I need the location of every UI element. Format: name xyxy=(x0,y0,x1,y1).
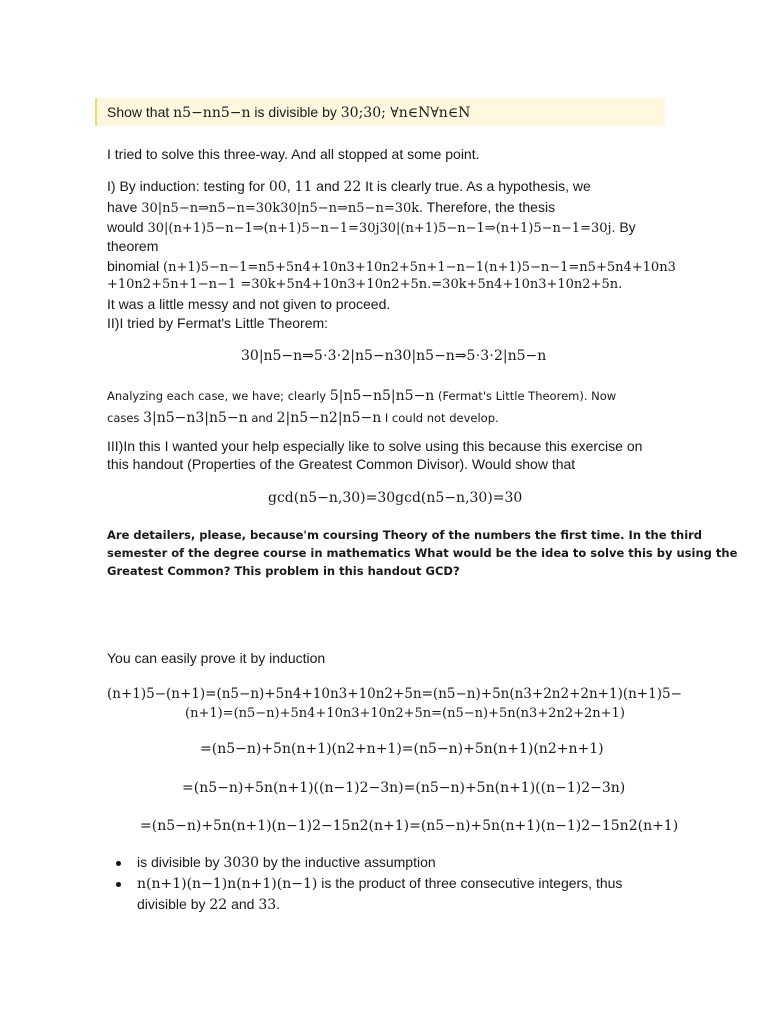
math-span: n(n+1)(n−1)n(n+1)(n−1) xyxy=(137,876,318,892)
part1-line6: +10n2+5n+1−n−1 =30k+5n4+10n3+10n2+5n.=30k+5n4+10n3+10n2+5n. xyxy=(107,277,623,292)
math-span: 11 xyxy=(294,179,313,195)
text-span: It is clearly true. As a hypothesis, we xyxy=(361,178,591,194)
part1-line4: theorem xyxy=(107,238,159,254)
part3-bold-line3: Greatest Common? This problem in this handout GCD? xyxy=(107,564,460,578)
text-span: Analyzing each case, we have; clearly xyxy=(107,389,330,403)
intro-text: I tried to solve this three-way. And all stopped at some point. xyxy=(107,146,480,162)
question-middle: is divisible by xyxy=(250,104,341,120)
text-span: and xyxy=(247,411,277,425)
part2-analysis-line2 xyxy=(107,410,499,426)
answer-equation-1a: (n+1)5−(n+1)=(n5−n)+5n4+10n3+10n2+5n=(n5−n)+5n(n3+2n2+2n+1)(n+1)5− xyxy=(107,686,682,702)
answer-intro: You can easily prove it by induction xyxy=(107,650,326,666)
text-span: . By xyxy=(611,219,636,235)
part1-line8: II)I tried by Fermat's Little Theorem: xyxy=(107,315,329,331)
answer-equation-4: =(n5−n)+5n(n+1)(n−1)2−15n2(n+1)=(n5−n)+5n(n+1)(n−1)2−15n2(n+1) xyxy=(140,818,679,834)
bullet-item-2 xyxy=(137,875,622,892)
question-expression: n5−nn5−n xyxy=(173,105,251,121)
text-span: , xyxy=(286,178,295,194)
part2-analysis-line1 xyxy=(107,388,616,404)
math-span: (n+1)5−n−1=n5+5n4+10n3+10n2+5n+1−n−1(n+1)5−n−1=n5+5n4+10n3 xyxy=(163,260,676,275)
answer-equation-3: =(n5−n)+5n(n+1)((n−1)2−3n)=(n5−n)+5n(n+1)((n−1)2−3n) xyxy=(182,780,626,796)
math-span: 00 xyxy=(268,179,287,195)
part1-line1 xyxy=(107,178,591,195)
math-span: 33 xyxy=(258,897,277,913)
math-span: 22 xyxy=(343,179,362,195)
answer-equation-1b: (n+1)=(n5−n)+5n4+10n3+10n2+5n=(n5−n)+5n(n3+2n2+2n+1) xyxy=(185,706,625,721)
text-span: . Therefore, the thesis xyxy=(419,199,556,215)
math-span: 22 xyxy=(209,897,228,913)
math-span: 3030 xyxy=(223,855,260,871)
part3-line1: III)In this I wanted your help especially like to solve using this because this exercise on xyxy=(107,438,643,454)
text-span: divisible by xyxy=(137,896,210,912)
math-span: 3|n5−n3|n5−n xyxy=(143,410,248,426)
math-span: 2|n5−n2|n5−n xyxy=(276,410,382,426)
text-span: . xyxy=(276,896,281,912)
text-span: and xyxy=(312,178,344,194)
bullet-point-1 xyxy=(116,861,121,866)
fermat-display-equation: 30|n5−n⇒5⋅3⋅2|n5−n30|n5−n⇒5⋅3⋅2|n5−n xyxy=(241,348,547,364)
part1-line5 xyxy=(107,258,676,275)
question-prefix: Show that xyxy=(107,104,174,120)
part3-line2: this handout (Properties of the Greatest Common Divisor). Would show that xyxy=(107,456,576,472)
text-span: have xyxy=(107,199,142,215)
bullet-item-1 xyxy=(137,854,436,871)
text-span: by the inductive assumption xyxy=(259,854,436,870)
answer-equation-2: =(n5−n)+5n(n+1)(n2+n+1)=(n5−n)+5n(n+1)(n2+n+1) xyxy=(200,741,604,757)
math-span: 30|n5−n⇒n5−n=30k30|n5−n⇒n5−n=30k xyxy=(141,201,420,216)
text-span: I could not develop. xyxy=(381,411,499,425)
gcd-display-equation: gcd(n5−n,30)=30gcd(n5−n,30)=30 xyxy=(268,490,523,506)
part1-line7: It was a little messy and not given to proceed. xyxy=(107,296,391,312)
text-span: is the product of three consecutive integers, thus xyxy=(317,875,623,891)
text-span: binomial xyxy=(107,258,164,274)
math-span: 5|n5−n5|n5−n xyxy=(329,388,435,404)
text-span: (Fermat's Little Theorem). Now xyxy=(434,389,617,403)
part1-line2 xyxy=(107,199,555,216)
math-span: 30|(n+1)5−n−1⇒(n+1)5−n−1=30j30|(n+1)5−n−1⇒(n+1)5−n−1=30j xyxy=(147,221,612,236)
bullet-point-2 xyxy=(116,882,121,887)
bullet-item-2-continued xyxy=(137,896,280,913)
text-span: cases xyxy=(107,411,144,425)
question-title xyxy=(107,104,470,121)
part3-bold-line2: semester of the degree course in mathematics What would be the idea to solve this by using the xyxy=(107,546,738,560)
text-span: and xyxy=(227,896,259,912)
text-span: is divisible by xyxy=(137,854,224,870)
part3-bold-line1: Are detailers, please, because'm coursing Theory of the numbers the first time. In the third xyxy=(107,528,703,542)
text-span: would xyxy=(107,219,148,235)
part1-line3 xyxy=(107,219,636,236)
question-divisor: 30;30; ∀n∈N∀n∈N xyxy=(340,105,471,121)
text-span: I) By induction: testing for xyxy=(107,178,269,194)
